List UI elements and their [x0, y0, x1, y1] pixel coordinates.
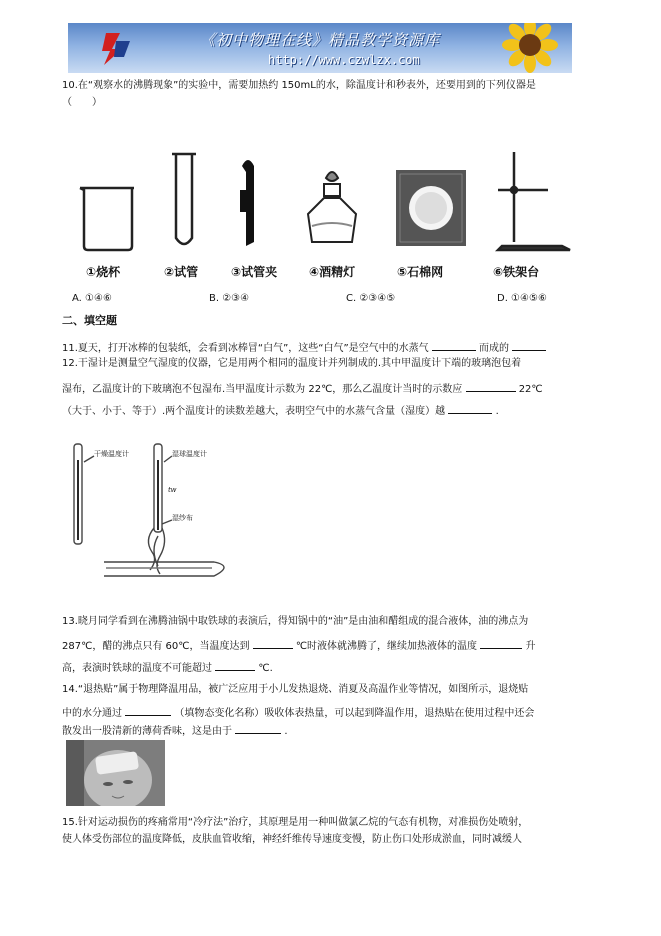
logo-icon	[98, 29, 134, 67]
q13-line2-a: 287℃，醋的沸点只有 60℃，当温度达到	[62, 641, 250, 652]
tw-label: tw	[168, 486, 177, 494]
q11-blank-2[interactable]	[512, 340, 546, 351]
apparatus-figure	[62, 150, 592, 262]
q12-text-line3	[62, 403, 499, 419]
test-tube-icon	[172, 154, 196, 244]
wet-cloth-label: 湿纱布	[172, 514, 193, 522]
item-label-test-tube: ②试管	[164, 265, 199, 279]
q13-line2-c: 升	[525, 641, 536, 652]
q11-part-a: 11.夏天，打开冰棒的包装纸，会看到冰棒冒“白气”，这些“白气”是空气中的水蒸气	[62, 343, 429, 354]
hygrometer-figure	[64, 440, 240, 582]
option-a[interactable]: A. ①④⑥	[72, 293, 112, 304]
alcohol-lamp-icon	[308, 172, 356, 242]
q12-line3-a: （大于、小于、等于）.两个温度计的读数差越大，表明空气中的水蒸气含量（湿度）越	[62, 406, 446, 417]
q12-text-line2	[62, 381, 543, 397]
q13-text-line1: 13.晓月同学看到在沸腾油锅中取铁球的表演后，得知锅中的“油”是由油和醋组成的混合液体，油的沸点为	[62, 616, 529, 627]
q12-line2-b: 22℃	[518, 384, 543, 395]
q13-line3-b: ℃.	[258, 663, 273, 674]
q10-text-line1: 10.在“观察水的沸腾现象”的实验中，需要加热约 150mL的水，除温度计和秒表外，还要用到的下列仪器是	[62, 80, 536, 91]
q11-part-b: 而成的	[479, 343, 510, 354]
q13-text-line2	[62, 638, 535, 654]
baby-cooling-patch-photo	[66, 740, 165, 806]
banner-url: http://www.czwlzx.com	[268, 53, 420, 67]
item-label-clamp: ③试管夹	[231, 265, 278, 279]
wet-thermometer-label: 湿球温度计	[172, 450, 207, 458]
q12-line3-b: .	[495, 406, 499, 417]
asbestos-gauze-icon	[396, 170, 466, 246]
q13-blank-1[interactable]	[253, 638, 293, 649]
option-c[interactable]: C. ②③④⑤	[346, 293, 396, 304]
option-d[interactable]: D. ①④⑤⑥	[497, 293, 547, 304]
q14-blank-1[interactable]	[125, 705, 171, 716]
q14-text-line2	[62, 705, 534, 721]
header-banner	[68, 23, 572, 73]
item-label-gauze: ⑤石棉网	[397, 265, 444, 279]
q14-blank-2[interactable]	[235, 723, 281, 734]
iron-stand-icon	[498, 152, 570, 250]
dry-thermometer-label: 干燥温度计	[94, 450, 129, 458]
q12-blank-2[interactable]	[448, 403, 492, 414]
item-label-stand: ⑥铁架台	[493, 265, 540, 279]
option-b[interactable]: B. ②③④	[209, 293, 250, 304]
q14-line2-b: （填物态变化名称）吸收体表热量，可以起到降温作用，退热贴在使用过程中还会	[174, 708, 535, 719]
q15-text-line1: 15.针对运动损伤的疼痛常用“冷疗法”治疗，其原理是用一种叫做氯乙烷的气态有机物，对准损伤处喷射，	[62, 817, 529, 828]
q11-blank-1[interactable]	[432, 340, 476, 351]
banner-title: 《初中物理在线》精品教学资源库	[200, 31, 441, 49]
sunflower-icon	[502, 23, 558, 73]
q13-text-line3	[62, 660, 273, 676]
q13-blank-2[interactable]	[480, 638, 522, 649]
q14-line3-a: 散发出一股清新的薄荷香味，这是由于	[62, 726, 232, 737]
q12-blank-1[interactable]	[466, 381, 516, 392]
q14-line3-b: .	[284, 726, 288, 737]
q13-line3-a: 高，表演时铁球的温度不可能超过	[62, 663, 212, 674]
q11-text	[62, 340, 546, 356]
q13-line2-b: ℃时液体就沸腾了，继续加热液体的温度	[295, 641, 478, 652]
q12-text-line1: 12.干湿计是测量空气湿度的仪器，它是用两个相同的温度计并列制成的.其中甲温度计下端的玻璃泡包着	[62, 358, 522, 369]
q14-text-line1: 14.“退热贴”属于物理降温用品，被广泛应用于小儿发热退烧、消夏及高温作业等情况，如图所示，退烧贴	[62, 684, 529, 695]
q10-text-line2: （ ）	[62, 97, 102, 108]
q14-line2-a: 中的水分通过	[62, 708, 122, 719]
q15-text-line2: 使人体受伤部位的温度降低，皮肤血管收缩，神经纤维传导速度变慢，防止伤口处形成淤血，同时减缓人	[62, 834, 522, 845]
q13-blank-3[interactable]	[215, 660, 255, 671]
q12-line2-a: 湿布，乙温度计的下玻璃泡不包湿布.当甲温度计示数为 22℃，那么乙温度计当时的示数应	[62, 384, 463, 395]
item-label-lamp: ④酒精灯	[309, 265, 356, 279]
test-tube-clamp-icon	[240, 160, 254, 246]
section-heading: 二、填空题	[62, 314, 117, 327]
q14-text-line3	[62, 723, 288, 739]
item-label-beaker: ①烧杯	[86, 265, 121, 279]
beaker-icon	[80, 188, 134, 250]
